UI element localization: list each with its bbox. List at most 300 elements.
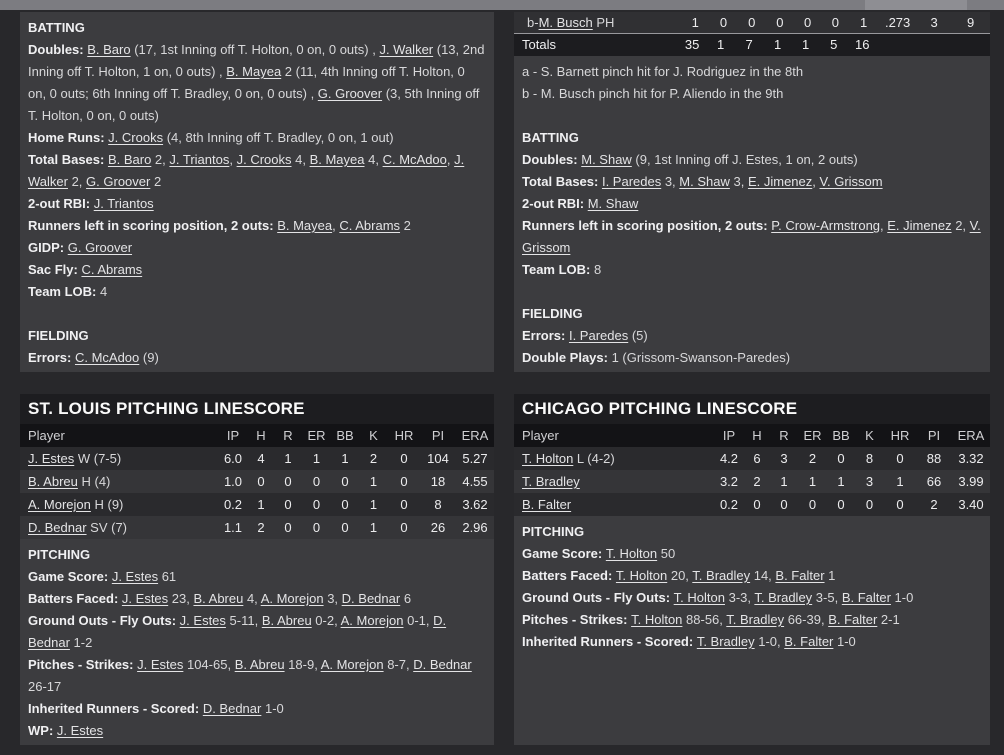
note-line	[28, 281, 486, 303]
player-link[interactable]: B. Mayea	[309, 152, 365, 167]
note-text: 2	[150, 174, 162, 189]
note-text: 4,	[364, 152, 383, 167]
player-link[interactable]: G. Groover	[67, 240, 133, 255]
stat-label: Ground Outs - Fly Outs:	[522, 590, 674, 605]
player-link[interactable]: A. Morejon	[28, 497, 91, 512]
note-line	[28, 215, 486, 237]
note-line	[28, 347, 486, 369]
note-text: 1-0,	[754, 634, 785, 649]
player-link[interactable]: B. Abreu	[261, 613, 312, 628]
chc-batting-table-fragment	[514, 12, 990, 56]
stl-pitching-linescore-panel	[20, 394, 494, 745]
stat-cell: 3.32	[958, 451, 984, 466]
player-link[interactable]: D. Bednar	[202, 701, 262, 716]
player-link[interactable]: C. McAdoo	[74, 350, 140, 365]
player-link[interactable]: V. Grissom	[522, 218, 981, 255]
stat-cell: 1.0	[223, 474, 243, 489]
player-link[interactable]: J. Estes	[179, 613, 226, 628]
player-link[interactable]: J. Estes	[137, 657, 184, 672]
note-line	[28, 193, 486, 215]
player-link[interactable]: B. Mayea	[277, 218, 333, 233]
chc-boxscore-bottom-panel	[514, 12, 990, 372]
section-heading: FIELDING	[28, 328, 89, 343]
stat-cell: 35	[684, 37, 700, 52]
stat-cell: 0	[284, 474, 292, 489]
chc-linescore-table	[514, 424, 990, 516]
player-link[interactable]: M. Busch	[538, 15, 593, 30]
stat-label: Double Plays:	[522, 350, 612, 365]
note-text: 23,	[168, 591, 194, 606]
stat-cell	[951, 34, 990, 56]
note-text: 3,	[323, 591, 342, 606]
stat-cell: 5	[830, 37, 838, 52]
pitcher-decision: SV (7)	[86, 520, 128, 535]
stat-cell: 1.1	[223, 520, 243, 535]
player-link[interactable]: B. Falter	[775, 568, 825, 583]
blank-line	[28, 303, 486, 325]
stat-label: Team LOB:	[522, 262, 594, 277]
stat-cell: 0	[719, 15, 728, 30]
note-line	[522, 193, 982, 215]
stat-cell: 0	[400, 451, 408, 466]
stat-label: Pitches - Strikes:	[28, 657, 138, 672]
note-line	[522, 587, 982, 609]
column-header: PI	[927, 428, 941, 443]
note-text: 4,	[243, 591, 261, 606]
player-link[interactable]: M. Shaw	[587, 196, 639, 211]
pinch-hit-prefix: b-	[527, 15, 539, 30]
stat-cell: 0	[341, 520, 349, 535]
stat-cell: 1	[312, 451, 321, 466]
stat-label: Team LOB:	[28, 284, 100, 299]
stat-cell: 1	[716, 37, 725, 52]
player-link[interactable]: T. Bradley	[522, 474, 580, 489]
note-text: 4,	[291, 152, 310, 167]
player-link[interactable]: G. Groover	[86, 174, 151, 189]
batter-position: PH	[592, 15, 615, 30]
section-heading: PITCHING	[522, 524, 585, 539]
player-link[interactable]: G. Groover	[317, 86, 383, 101]
stat-cell: 2.96	[462, 520, 488, 535]
stat-label: Total Bases:	[28, 152, 108, 167]
column-header: BB	[832, 428, 850, 443]
stat-label: Inherited Runners - Scored:	[28, 701, 203, 716]
stat-cell: 0	[776, 15, 784, 30]
stat-cell: 2	[808, 451, 817, 466]
note-text: 2,	[951, 218, 970, 233]
player-link[interactable]: J. Estes	[121, 591, 169, 606]
player-link[interactable]: D. Bednar	[28, 613, 447, 650]
stat-cell: 1	[284, 451, 292, 466]
stat-cell: 1	[774, 37, 782, 52]
column-header: R	[283, 428, 293, 443]
stat-cell: 0	[400, 474, 408, 489]
player-link[interactable]: T. Holton	[673, 590, 725, 605]
player-link[interactable]: M. Shaw	[581, 152, 632, 167]
column-header: PI	[431, 428, 445, 443]
note-text: (5)	[628, 328, 648, 343]
player-link[interactable]: B. Mayea	[226, 64, 282, 79]
note-line	[522, 347, 982, 369]
stat-cell: 0	[780, 497, 788, 512]
note-text: 61	[158, 569, 177, 584]
note-line	[522, 83, 982, 105]
note-text: ,	[880, 218, 888, 233]
column-header: H	[752, 428, 762, 443]
note-text: ,	[332, 218, 340, 233]
note-line	[522, 61, 982, 83]
column-header: ERA	[461, 428, 489, 443]
stat-cell: 0	[837, 497, 845, 512]
stat-cell: 8	[865, 451, 874, 466]
pitcher-name-cell	[20, 447, 218, 470]
stat-cell: 0	[341, 497, 349, 512]
note-text: 104-65,	[183, 657, 235, 672]
note-line	[522, 631, 982, 653]
stat-cell: 0	[284, 497, 292, 512]
stat-cell: 0.2	[719, 497, 739, 512]
stat-cell: 7	[745, 37, 753, 52]
stat-label: Runners left in scoring position, 2 outs:	[28, 218, 278, 233]
note-line	[522, 325, 982, 347]
stat-label: GIDP:	[28, 240, 68, 255]
stat-cell: 3.99	[958, 474, 984, 489]
note-line	[28, 566, 486, 588]
note-text: ,	[812, 174, 820, 189]
section-heading: PITCHING	[28, 547, 91, 562]
player-link[interactable]: J. Estes	[111, 569, 159, 584]
blank-line	[522, 105, 982, 127]
stat-label: Doubles:	[522, 152, 582, 167]
stat-cell: 3	[930, 15, 938, 30]
player-link[interactable]: B. Baro	[87, 42, 131, 57]
stat-cell: 104	[427, 451, 449, 466]
chc-linescore-title: CHICAGO PITCHING LINESCORE	[514, 394, 990, 424]
stat-cell	[916, 34, 950, 56]
player-link[interactable]: C. Abrams	[339, 218, 401, 233]
linescore-header-row	[20, 424, 494, 447]
stat-cell: 1	[837, 474, 845, 489]
pitcher-decision: L (4-2)	[573, 451, 615, 466]
note-text: 0-2,	[311, 613, 341, 628]
column-header: K	[369, 428, 378, 443]
player-link[interactable]: T. Bradley	[726, 612, 785, 627]
stat-cell: 1	[859, 15, 868, 30]
chc-pitching-notes	[514, 516, 990, 657]
totals-label: Totals	[522, 37, 556, 52]
player-link[interactable]: A. Morejon	[340, 613, 404, 628]
player-link[interactable]: P. Crow-Armstrong	[771, 218, 881, 233]
batter-row	[514, 12, 990, 34]
stat-cell: 3	[865, 474, 874, 489]
stat-cell: 4.2	[719, 451, 739, 466]
column-header: BB	[336, 428, 354, 443]
note-text: 5-11,	[225, 613, 262, 628]
section-heading: BATTING	[28, 20, 85, 35]
note-text: (17, 1st Inning off T. Holton, 0 on, 0 outs) ,	[130, 42, 380, 57]
stat-cell: 0	[896, 497, 904, 512]
column-header: IP	[722, 428, 736, 443]
chc-pitching-linescore-panel	[514, 394, 990, 745]
note-text: 1	[824, 568, 836, 583]
stat-label: Ground Outs - Fly Outs:	[28, 613, 180, 628]
pitcher-name-cell	[514, 493, 714, 516]
stat-cell: 4	[257, 451, 265, 466]
stat-cell: 2	[753, 474, 761, 489]
note-text: (3, 5th Inning off T. Holton, 0 on, 0 outs)	[28, 86, 480, 123]
player-link[interactable]: J. Crooks	[236, 152, 292, 167]
note-line	[522, 259, 982, 281]
note-text: 3,	[661, 174, 680, 189]
note-text: 4	[100, 284, 108, 299]
note-line	[522, 609, 982, 631]
note-line	[28, 149, 486, 193]
note-text: 3-5,	[812, 590, 842, 605]
stat-cell: 3.2	[719, 474, 739, 489]
stat-label: Batters Faced:	[28, 591, 122, 606]
player-link[interactable]: T. Holton	[522, 451, 574, 466]
note-text: 2	[400, 218, 411, 233]
player-link[interactable]: A. Morejon	[320, 657, 384, 672]
stat-cell: 0	[257, 474, 265, 489]
stat-label: Batters Faced:	[522, 568, 616, 583]
note-text: (13, 2nd Inning off T. Holton, 1 on, 0 outs) ,	[28, 42, 485, 79]
totals-row	[514, 34, 990, 56]
player-link[interactable]: T. Holton	[631, 612, 683, 627]
pitcher-row	[20, 493, 494, 516]
note-line	[28, 39, 486, 127]
player-link[interactable]: J. Estes	[56, 723, 104, 738]
player-link[interactable]: J. Triantos	[93, 196, 154, 211]
stl-linescore-title: ST. LOUIS PITCHING LINESCORE	[20, 394, 494, 424]
horizontal-scrollbar-thumb[interactable]	[865, 0, 967, 10]
player-link[interactable]: T. Bradley	[692, 568, 751, 583]
note-text: ,	[229, 152, 237, 167]
stat-label: 2-out RBI:	[28, 196, 94, 211]
top-edge-bar	[0, 0, 1004, 10]
note-text: 50	[657, 546, 676, 561]
note-text: ,	[446, 152, 455, 167]
stat-cell: 3	[780, 451, 788, 466]
pitcher-row	[20, 516, 494, 539]
note-text: 1 (Grissom-Swanson-Paredes)	[611, 350, 791, 365]
stat-cell: 0	[804, 15, 812, 30]
stat-cell: 0.2	[223, 497, 243, 512]
note-text: 0-1,	[403, 613, 434, 628]
column-header: IP	[226, 428, 240, 443]
pitcher-row	[514, 493, 990, 516]
stat-cell: 6	[753, 451, 761, 466]
player-link[interactable]: B. Abreu	[234, 657, 285, 672]
player-link[interactable]: T. Bradley	[696, 634, 755, 649]
stat-label: Inherited Runners - Scored:	[522, 634, 697, 649]
player-link[interactable]: M. Shaw	[679, 174, 730, 189]
stat-cell: 0	[865, 497, 874, 512]
note-text: 8-7,	[383, 657, 414, 672]
player-link[interactable]: D. Bednar	[341, 591, 401, 606]
note-text: 3,	[729, 174, 748, 189]
stat-cell: 9	[966, 15, 975, 30]
stat-cell: 0	[400, 497, 408, 512]
note-text: 1-2	[69, 635, 93, 650]
stat-label: 2-out RBI:	[522, 196, 588, 211]
stat-cell: 18	[430, 474, 446, 489]
pitcher-decision: H (4)	[77, 474, 111, 489]
stat-label: Total Bases:	[522, 174, 602, 189]
player-link[interactable]: T. Bradley	[754, 590, 813, 605]
player-link[interactable]: V. Grissom	[819, 174, 883, 189]
note-line	[522, 543, 982, 565]
stat-label: Sac Fly:	[28, 262, 82, 277]
note-text: a - S. Barnett pinch hit for J. Rodriguez in the 8th	[522, 64, 804, 79]
stat-label: Errors:	[28, 350, 75, 365]
column-header: ER	[307, 428, 326, 443]
stat-cell: 1	[341, 451, 349, 466]
player-link[interactable]: D. Bednar	[28, 520, 87, 535]
stat-cell: 0	[341, 474, 349, 489]
player-link[interactable]: J. Walker	[379, 42, 434, 57]
note-text: 88-56,	[682, 612, 727, 627]
stat-cell: 0	[284, 520, 292, 535]
stat-label: Game Score:	[522, 546, 606, 561]
pitcher-row	[514, 470, 990, 493]
stat-label: Home Runs:	[28, 130, 109, 145]
stat-cell: 88	[926, 451, 942, 466]
note-text: 1-0	[261, 701, 284, 716]
player-link[interactable]: C. Abrams	[81, 262, 143, 277]
stat-label: Pitches - Strikes:	[522, 612, 632, 627]
player-link[interactable]: J. Crooks	[108, 130, 164, 145]
stat-cell: 1	[808, 474, 817, 489]
pitcher-row	[514, 447, 990, 470]
stat-cell: 0	[312, 497, 321, 512]
note-line	[28, 720, 486, 742]
player-link[interactable]: T. Holton	[615, 568, 668, 583]
player-link[interactable]: B. Baro	[107, 152, 152, 167]
note-text: (9)	[139, 350, 159, 365]
note-text: 18-9,	[284, 657, 321, 672]
player-link[interactable]: J. Walker	[28, 152, 465, 189]
stat-cell: 0	[748, 15, 756, 30]
column-header: ERA	[957, 428, 985, 443]
column-header: HR	[890, 428, 910, 443]
note-text: 2 (11, 4th Inning off T. Holton, 0 on, 0 outs; 6th Inning off T. Bradley, 0 on, 0 outs) ,	[28, 64, 465, 101]
note-text: (9, 1st Inning off J. Estes, 1 on, 2 outs)	[631, 152, 858, 167]
stat-cell: 1	[691, 15, 699, 30]
note-text: 6	[400, 591, 412, 606]
stat-cell: 0	[808, 497, 817, 512]
stat-cell: 16	[854, 37, 870, 52]
column-header: H	[256, 428, 266, 443]
note-text: 2-1	[877, 612, 900, 627]
stat-cell: 4.55	[462, 474, 488, 489]
stat-cell: 0	[896, 451, 904, 466]
player-link[interactable]: C. McAdoo	[382, 152, 447, 167]
player-link[interactable]: E. Jimenez	[747, 174, 813, 189]
stat-cell: 2	[930, 497, 938, 512]
stat-cell: 0	[753, 497, 761, 512]
player-link[interactable]: T. Holton	[605, 546, 658, 561]
blank-line	[522, 281, 982, 303]
stat-cell: 3.40	[958, 497, 984, 512]
stat-cell: 0	[837, 451, 845, 466]
note-text: 1-0	[833, 634, 856, 649]
stat-cell	[877, 34, 916, 56]
note-line	[28, 698, 486, 720]
note-text: 20,	[667, 568, 693, 583]
linescore-header-row	[514, 424, 990, 447]
column-header: ER	[803, 428, 822, 443]
pitcher-name-cell	[514, 447, 714, 470]
stl-notes	[20, 12, 494, 372]
note-line	[28, 654, 486, 698]
note-text: b - M. Busch pinch hit for P. Aliendo in the 9th	[522, 86, 784, 101]
player-link[interactable]: J. Triantos	[169, 152, 230, 167]
player-link[interactable]: B. Falter	[828, 612, 878, 627]
chc-notes	[514, 56, 990, 372]
stat-cell: 2	[369, 451, 378, 466]
player-link[interactable]: A. Morejon	[260, 591, 324, 606]
stat-cell: 0	[831, 15, 839, 30]
stat-cell: 0	[400, 520, 408, 535]
player-link[interactable]: J. Estes	[28, 451, 75, 466]
note-line	[522, 565, 982, 587]
note-text: 8	[594, 262, 602, 277]
player-link[interactable]: D. Bednar	[413, 657, 472, 672]
stat-cell: 1	[802, 37, 810, 52]
player-link[interactable]: E. Jimenez	[887, 218, 952, 233]
stat-cell: 1	[369, 497, 378, 512]
player-link[interactable]: B. Falter	[784, 634, 834, 649]
pitcher-decision: H (9)	[90, 497, 124, 512]
note-line	[522, 149, 982, 171]
stat-label: Game Score:	[28, 569, 112, 584]
stat-cell: 26	[430, 520, 446, 535]
pitcher-name-cell	[20, 493, 218, 516]
stl-linescore-table	[20, 424, 494, 539]
stat-cell: 6.0	[223, 451, 243, 466]
stat-cell: 3.62	[462, 497, 488, 512]
note-line	[28, 588, 486, 610]
stat-label: Doubles:	[28, 42, 88, 57]
column-header-player: Player	[28, 428, 65, 443]
stl-batting-fielding-notes-panel	[20, 12, 494, 372]
note-line	[28, 259, 486, 281]
stat-cell: 5.27	[462, 451, 488, 466]
note-text: 1-0	[890, 590, 914, 605]
pitcher-name-cell	[20, 516, 218, 539]
column-header: K	[865, 428, 874, 443]
stat-cell: 2	[257, 520, 265, 535]
player-link[interactable]: I. Paredes	[601, 174, 662, 189]
stat-cell: 1	[896, 474, 904, 489]
pitcher-name-cell	[20, 470, 218, 493]
stat-cell: .273	[884, 15, 911, 30]
section-heading: FIELDING	[522, 306, 583, 321]
column-header-player: Player	[522, 428, 559, 443]
player-link[interactable]: I. Paredes	[568, 328, 629, 343]
note-text: 2,	[151, 152, 170, 167]
batter-name-cell	[514, 12, 681, 33]
pitcher-row	[20, 470, 494, 493]
stat-cell: 0	[312, 520, 321, 535]
stat-label: Errors:	[522, 328, 569, 343]
player-link[interactable]: B. Abreu	[193, 591, 244, 606]
player-link[interactable]: B. Falter	[841, 590, 891, 605]
stat-cell: 66	[926, 474, 942, 489]
player-link[interactable]: B. Abreu	[28, 474, 78, 489]
player-link[interactable]: B. Falter	[522, 497, 572, 512]
